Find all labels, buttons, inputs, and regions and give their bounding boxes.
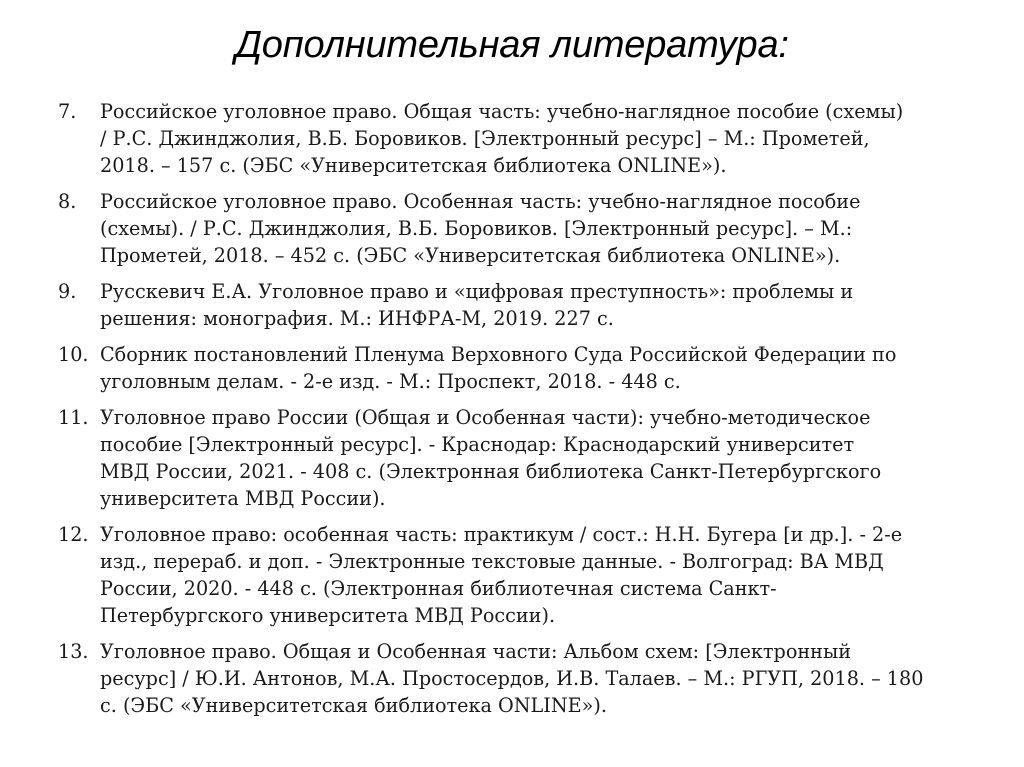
item-text-line: ресурс] / Ю.И. Антонов, М.А. Простосердов, И.В. Талаев. – М.: РГУП, 2018. – 180 [100,667,924,690]
item-text-line: Прометей, 2018. – 452 с. (ЭБС «Университетская библиотека ONLINE»). [100,244,841,267]
item-number: 7. [58,100,77,123]
item-text-line: 2018. – 157 с. (ЭБС «Университетская библиотека ONLINE»). [100,154,727,177]
bibliography-item [58,98,988,179]
item-number: 10. [58,343,89,366]
slide-title: Дополнительная литература: [235,24,789,66]
item-text-line: Российское уголовное право. Особенная часть: учебно-наглядное пособие [100,190,861,213]
item-number: 13. [58,640,89,663]
item-number: 12. [58,523,89,546]
bibliography-item [58,188,988,269]
item-text-line: / Р.С. Джинджолия, В.Б. Боровиков. [Электронный ресурс] – М.: Прометей, [100,127,870,150]
item-number: 9. [58,280,77,303]
item-text-line: России, 2020. - 448 с. (Электронная библиотечная система Санкт- [100,577,777,600]
item-number: 11. [58,406,89,429]
item-text-line: Российское уголовное право. Общая часть: учебно-наглядное пособие (схемы) [100,100,904,123]
item-text-line: (схемы). / Р.С. Джинджолия, В.Б. Боровиков. [Электронный ресурс]. – М.: [100,217,853,240]
bibliography-item [58,341,988,395]
bibliography-item [58,638,988,719]
item-text-line: Уголовное право. Общая и Особенная части: Альбом схем: [Электронный [100,640,852,663]
item-text-line: Уголовное право: особенная часть: практикум / сост.: Н.Н. Бугера [и др.]. - 2-е [100,523,903,546]
item-number: 8. [58,190,77,213]
item-text-line: изд., перераб. и доп. - Электронные текстовые данные. - Волгоград: ВА МВД [100,550,884,573]
item-text-line: уголовным делам. - 2-е изд. - М.: Проспект, 2018. - 448 с. [100,370,681,393]
item-text-line: Русскевич Е.А. Уголовное право и «цифровая преступность»: проблемы и [100,280,854,303]
item-text-line: пособие [Электронный ресурс]. - Краснодар: Краснодарский университет [100,433,855,456]
item-text-line: Петербургского университета МВД России). [100,604,556,627]
bibliography-list [58,98,988,728]
bibliography-item [58,278,988,332]
bibliography-item [58,521,988,629]
item-text-line: Уголовное право России (Общая и Особенная части): учебно-методическое [100,406,871,429]
item-text-line: университета МВД России). [100,487,386,510]
item-text-line: решения: монография. М.: ИНФРА-М, 2019. 227 с. [100,307,614,330]
item-text-line: Сборник постановлений Пленума Верховного Суда Российской Федерации по [100,343,897,366]
bibliography-item [58,404,988,512]
item-text-line: с. (ЭБС «Университетская библиотека ONLINE»). [100,694,607,717]
item-text-line: МВД России, 2021. - 408 с. (Электронная библиотека Санкт-Петербургского [100,460,882,483]
